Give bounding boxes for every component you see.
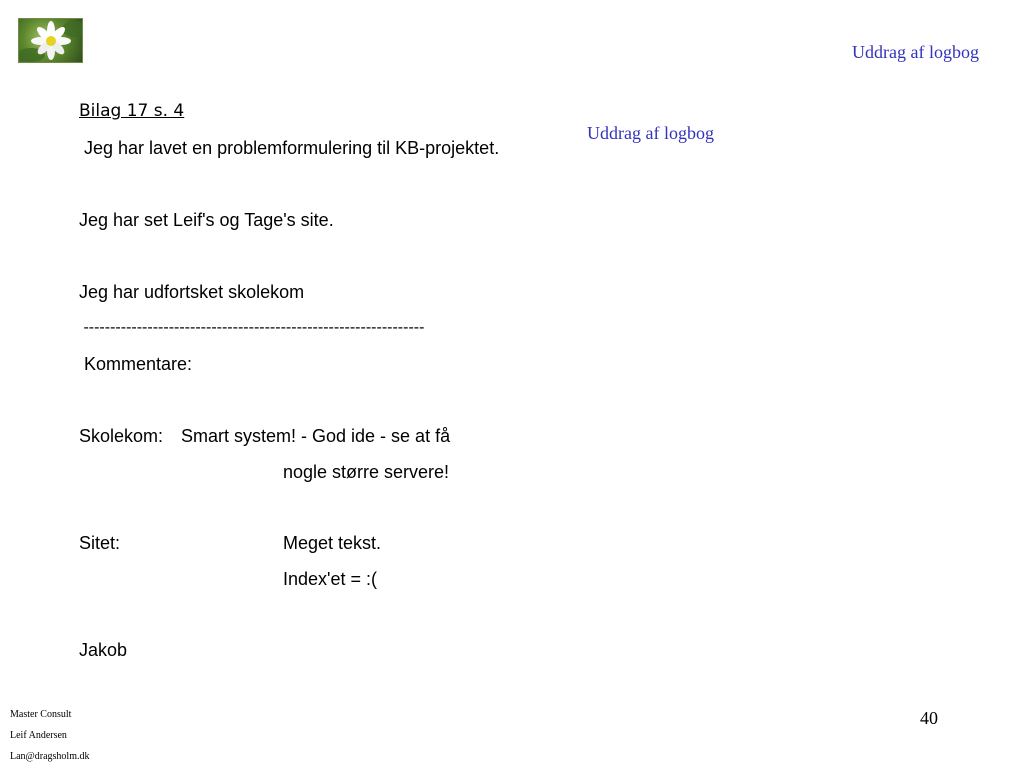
floating-title: Uddrag af logbog (587, 123, 714, 143)
footer-name: Leif Andersen (10, 730, 67, 741)
header-title: Uddrag af logbog (852, 42, 979, 62)
sitet-comment-2: Index'et = :( (283, 569, 377, 589)
slide-heading: Bilag 17 s. 4 (79, 101, 185, 121)
skolekom-label: Skolekom: (79, 426, 164, 446)
log-line-problem: Jeg har lavet en problemformulering til KB-projektet. (79, 138, 500, 158)
footer-company: Master Consult (10, 709, 72, 720)
footer-email: Lan@dragsholm.dk (10, 751, 90, 762)
water-lily-logo-icon (18, 18, 83, 63)
separator-line: ---------------------------------------------------------------- (79, 319, 425, 336)
skolekom-comment-2: nogle større servere! (283, 462, 450, 482)
signature: Jakob (79, 640, 128, 660)
skolekom-comment-1: Smart system! - God ide - se at få (181, 426, 451, 446)
page-number: 40 (920, 708, 938, 728)
log-line-site: Jeg har set Leif's og Tage's site. (79, 210, 334, 230)
log-line-skolekom: Jeg har udfortsket skolekom (79, 282, 305, 302)
sitet-comment-1: Meget tekst. (283, 533, 382, 553)
sitet-label: Sitet: (79, 533, 121, 553)
water-lily-icon (19, 19, 83, 63)
comments-label: Kommentare: (79, 354, 193, 374)
